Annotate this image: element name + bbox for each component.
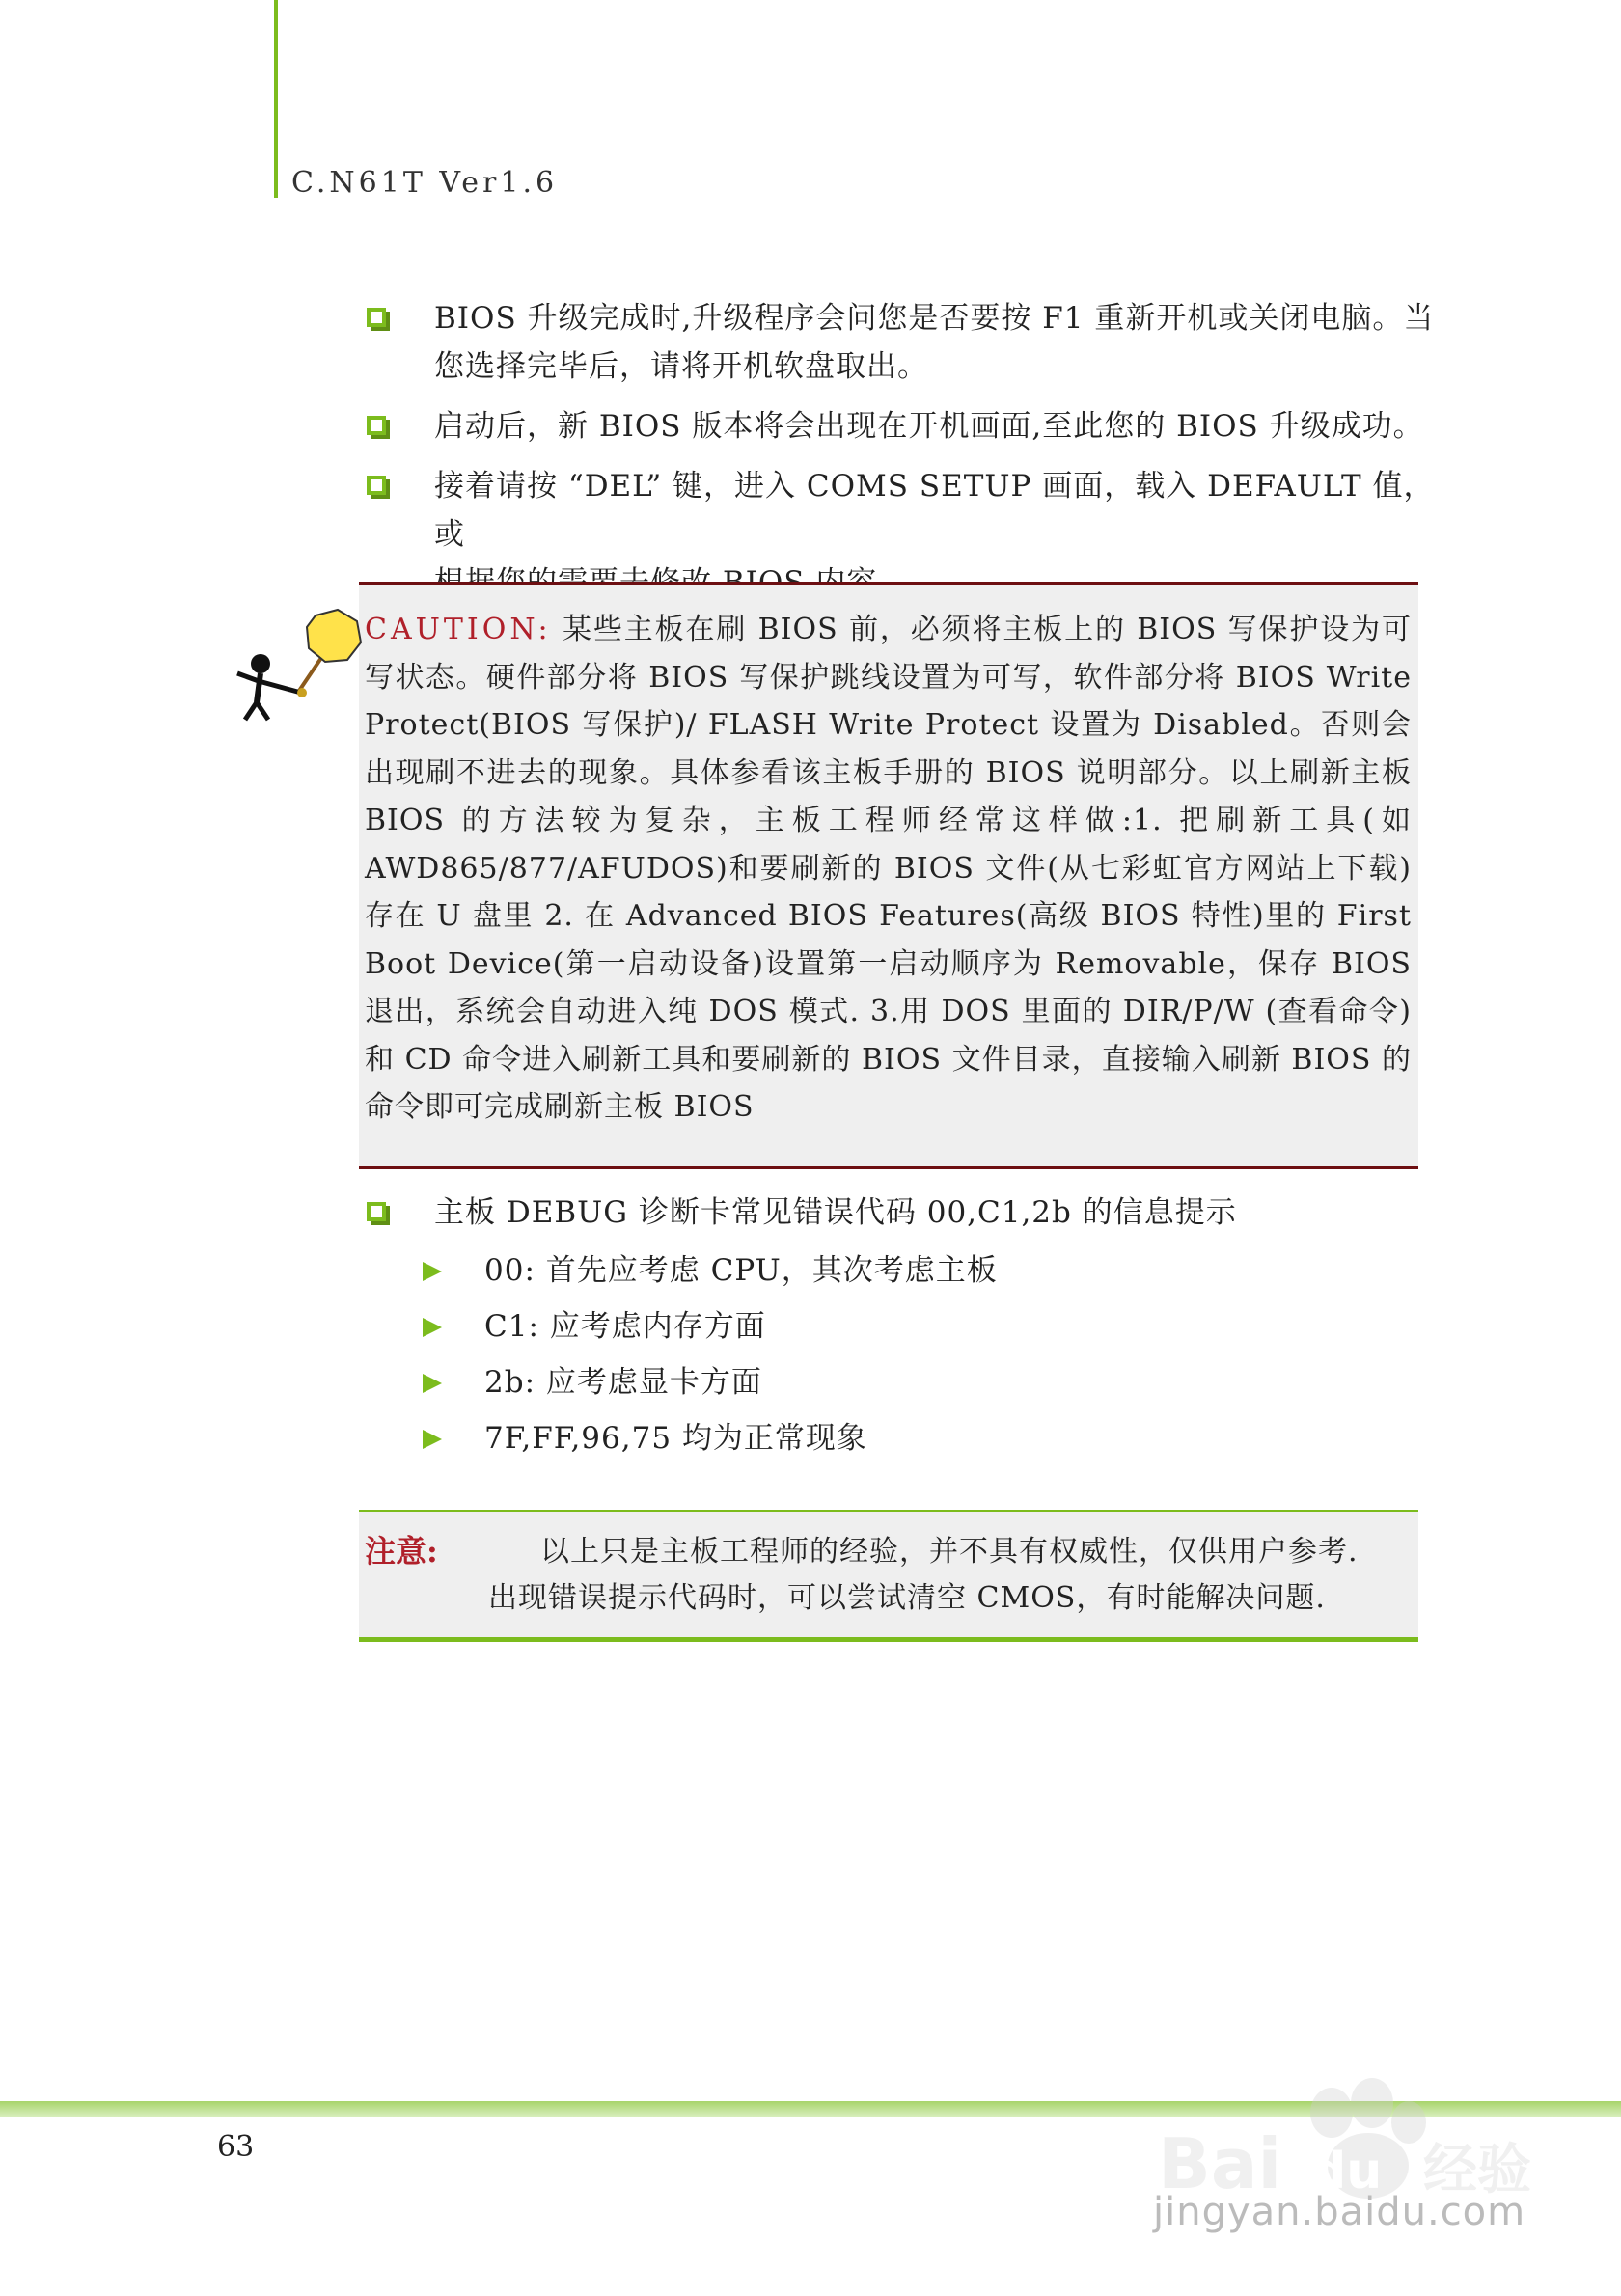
svg-text:du: du bbox=[1310, 2143, 1383, 2200]
debug-title: 主板 DEBUG 诊断卡常见错误代码 00,C1,2b 的信息提示 bbox=[365, 1189, 1436, 1237]
arrow-bullet-icon bbox=[423, 1430, 442, 1449]
page-number: 63 bbox=[217, 2130, 255, 2164]
caution-body: 某些主板在刷 BIOS 前，必须将主板上的 BIOS 写保护设为可写状态。硬件部分将 BIOS 写保护跳线设置为可写，软件部分将 BIOS Write Protect(BIOS 写保护)/ FLASH Write Protect 设置为 Disabled。否则会出现刷不进去的现象。具体参看该主板手册的 BIOS 说明部分。以上刷新主板 BIOS 的方法较为复杂，主板工程师经常这样做:1. 把刷新工具(如 AWD865/877/AFUDOS)和要刷新的 BIOS 文件(从七彩虹官方网站上下载)存在 U 盘里 2. 在 Advanced BIOS Features(高级 BIOS 特性)里的 First Boot Device(第一启动设备)设置第一启动顺序为 Removable，保存 BIOS 退出，系统会自动进入纯 DOS 模式. 3.用 DOS 里面的 DIR/P/W (查看命令)和 CD 命令进入刷新工具和要刷新的 BIOS 文件目录，直接输入刷新 BIOS 的命令即可完成刷新主板 BIOS bbox=[365, 613, 1412, 1124]
list-item: 2b: 应考虑显卡方面 bbox=[417, 1354, 1436, 1410]
watermark-url: jingyan.baidu.com bbox=[1153, 2190, 1526, 2234]
list-item: 00: 首先应考虑 CPU，其次考虑主板 bbox=[417, 1243, 1436, 1298]
list-item: C1: 应考虑内存方面 bbox=[417, 1298, 1436, 1354]
list-item: 启动后，新 BIOS 版本将会出现在开机画面,至此您的 BIOS 升级成功。 bbox=[365, 402, 1436, 451]
caution-figure-icon bbox=[224, 606, 364, 722]
arrow-bullet-icon bbox=[423, 1318, 442, 1337]
arrow-bullet-icon bbox=[423, 1374, 442, 1393]
checkbox-bullet-icon bbox=[367, 308, 386, 327]
svg-text:Bai: Bai bbox=[1158, 2123, 1282, 2204]
caution-label: CAUTION: bbox=[365, 613, 552, 646]
list-item: 接着请按 “DEL” 键，进入 COMS SETUP 画面，载入 DEFAULT 值，或 bbox=[365, 462, 1436, 607]
list-item: BIOS 升级完成时,升级程序会问您是否要按 F1 重新开机或关闭电脑。当 您选择完毕后，请将开机软盘取出。 bbox=[365, 294, 1436, 391]
svg-text:经验: 经验 bbox=[1423, 2139, 1531, 2201]
checkbox-bullet-icon bbox=[367, 1202, 386, 1221]
list-item: 7F,FF,96,75 均为正常现象 bbox=[417, 1410, 1436, 1466]
header-accent-line bbox=[274, 0, 278, 198]
note-text-line2: 出现错误提示代码时，可以尝试清空 CMOS，有时能解决问题. bbox=[488, 1581, 1326, 1615]
debug-section bbox=[365, 1189, 1436, 1466]
note-text-line1: 以上只是主板工程师的经验，并不具有权威性，仅供用户参考. bbox=[540, 1535, 1359, 1569]
arrow-bullet-icon bbox=[423, 1262, 442, 1281]
bullet-list-top bbox=[365, 294, 1436, 607]
note-label: 注意: bbox=[365, 1533, 438, 1570]
checkbox-bullet-icon bbox=[367, 416, 386, 435]
model-version: C.N61T Ver1.6 bbox=[291, 166, 559, 200]
caution-text bbox=[365, 606, 1412, 1132]
checkbox-bullet-icon bbox=[367, 476, 386, 495]
debug-items bbox=[365, 1243, 1436, 1466]
